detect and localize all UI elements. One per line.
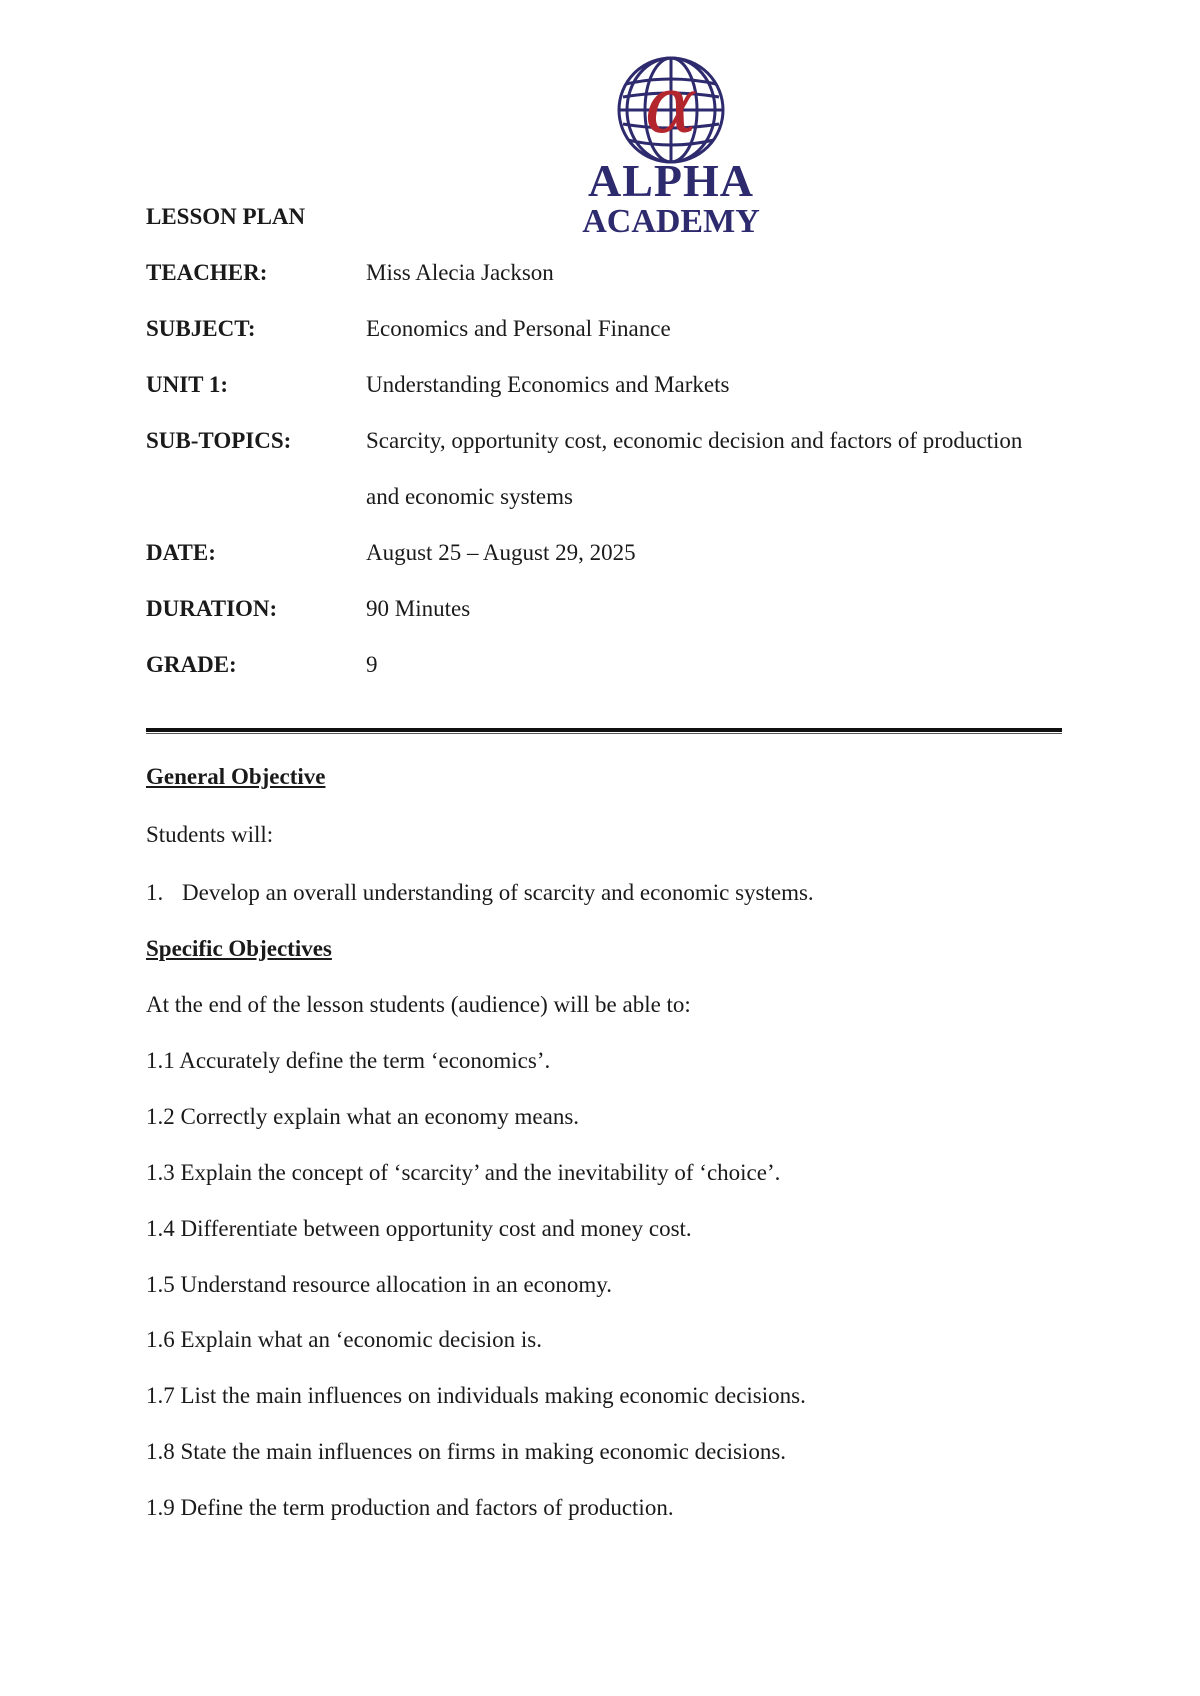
grade-value: 9 bbox=[366, 652, 378, 677]
objective-item: 1.3 Explain the concept of ‘scarcity’ and the inevitability of ‘choice’. bbox=[146, 1160, 781, 1185]
specific-objectives-intro: At the end of the lesson students (audience) will be able to: bbox=[146, 992, 691, 1017]
subtopics-label: SUB-TOPICS: bbox=[146, 428, 292, 453]
general-objective-num: 1. bbox=[146, 880, 164, 905]
objective-item: 1.2 Correctly explain what an economy means. bbox=[146, 1104, 580, 1129]
objective-item: 1.1 Accurately define the term ‘economics’. bbox=[146, 1048, 551, 1073]
logo-name-alpha: ALPHA bbox=[588, 155, 754, 206]
objective-item: 1.9 Define the term production and factors of production. bbox=[146, 1495, 674, 1520]
unit-label: UNIT 1: bbox=[146, 372, 229, 397]
general-objective-intro: Students will: bbox=[146, 822, 274, 847]
grade-label: GRADE: bbox=[146, 652, 237, 677]
specific-objectives-heading: Specific Objectives bbox=[146, 936, 332, 961]
logo-name-academy: ACADEMY bbox=[582, 203, 760, 240]
teacher-value: Miss Alecia Jackson bbox=[366, 260, 554, 285]
duration-label: DURATION: bbox=[146, 596, 278, 621]
section-divider-thin bbox=[146, 733, 1062, 734]
objective-item: 1.7 List the main influences on individuals making economic decisions. bbox=[146, 1383, 806, 1408]
objective-item: 1.8 State the main influences on firms in making economic decisions. bbox=[146, 1439, 787, 1464]
objective-item: 1.5 Understand resource allocation in an economy. bbox=[146, 1272, 613, 1297]
alpha-symbol: α bbox=[644, 61, 698, 151]
teacher-label: TEACHER: bbox=[146, 260, 268, 285]
subtopics-value-line2: and economic systems bbox=[366, 484, 573, 509]
general-objective-heading: General Objective bbox=[146, 764, 326, 789]
subject-value: Economics and Personal Finance bbox=[366, 316, 671, 341]
objective-item: 1.6 Explain what an ‘economic decision is. bbox=[146, 1327, 543, 1352]
date-value: August 25 – August 29, 2025 bbox=[366, 540, 636, 565]
page-title: LESSON PLAN bbox=[146, 204, 306, 229]
unit-value: Understanding Economics and Markets bbox=[366, 372, 730, 397]
section-divider bbox=[146, 728, 1062, 732]
objective-item: 1.4 Differentiate between opportunity cost and money cost. bbox=[146, 1216, 692, 1241]
general-objective-item: Develop an overall understanding of scarcity and economic systems. bbox=[182, 880, 814, 905]
alpha-academy-logo bbox=[566, 52, 776, 242]
date-label: DATE: bbox=[146, 540, 216, 565]
subtopics-value: Scarcity, opportunity cost, economic decision and factors of production bbox=[366, 428, 1023, 453]
duration-value: 90 Minutes bbox=[366, 596, 471, 621]
subject-label: SUBJECT: bbox=[146, 316, 256, 341]
